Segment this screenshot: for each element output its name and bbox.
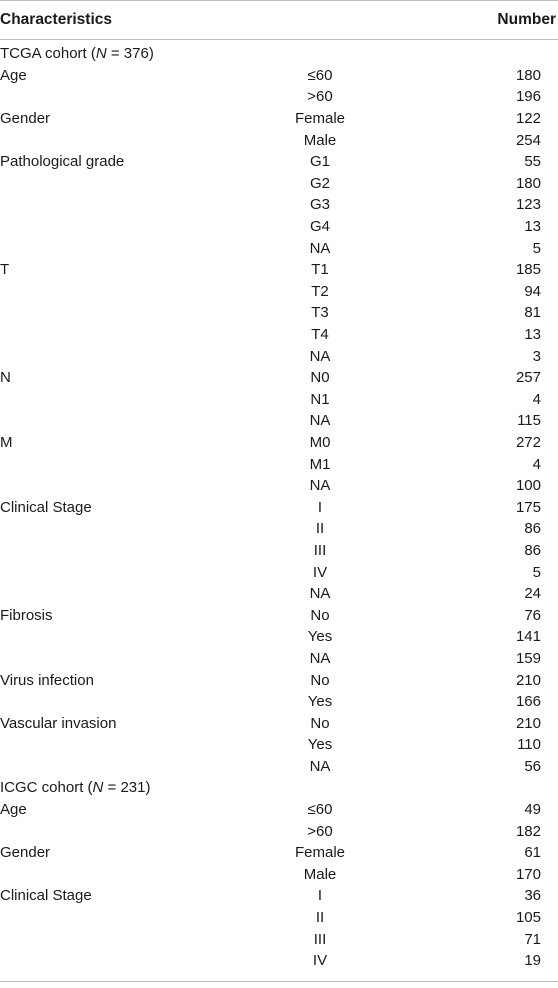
number-cell: 122 [515,110,541,128]
category-cell: IV [312,952,328,970]
table-row [0,648,558,670]
table-row [0,259,558,281]
table-row [0,43,558,65]
category-cell: Male [303,131,337,149]
table-bottom-rule [0,981,558,982]
table-row [0,432,558,454]
characteristic-cell: Gender [0,844,51,862]
category-cell: No [310,606,330,624]
number-cell: 123 [515,196,541,214]
table-row [0,389,558,411]
table-row [0,799,558,821]
table-row [0,86,558,108]
category-cell: T3 [311,304,329,322]
table-row [0,237,558,259]
characteristic-cell: N [0,369,11,387]
number-cell: 210 [515,671,541,689]
number-cell: 210 [515,714,541,732]
category-cell: T1 [311,261,329,279]
number-cell: 19 [524,952,541,970]
table-row [0,885,558,907]
number-cell: 166 [515,693,541,711]
category-cell: NA [309,585,331,603]
characteristic-cell: Pathological grade [0,153,125,171]
table-header-row [0,1,558,40]
number-cell: 159 [515,649,541,667]
category-cell: I [317,887,323,905]
category-cell: T2 [311,282,329,300]
category-cell: NA [309,477,331,495]
table-row [0,583,558,605]
table-row [0,864,558,886]
table-row [0,734,558,756]
number-cell: 182 [515,822,541,840]
number-cell: 141 [515,628,541,646]
category-cell: T4 [311,326,329,344]
category-cell: G1 [309,153,330,171]
number-cell: 4 [532,390,541,408]
characteristic-cell: Vascular invasion [0,714,117,732]
characteristic-cell: Fibrosis [0,606,53,624]
category-cell: Male [303,865,337,883]
category-cell: III [313,541,327,559]
number-cell: 105 [515,909,541,927]
number-cell: 185 [515,261,541,279]
category-cell: No [310,714,330,732]
table-row [0,108,558,130]
category-cell: Female [294,844,346,862]
category-cell: M1 [309,455,331,473]
characteristic-cell: Clinical Stage [0,887,92,905]
table-row [0,604,558,626]
table-row [0,540,558,562]
table-row [0,302,558,324]
category-cell: NA [309,649,331,667]
category-cell: I [317,498,323,516]
category-cell: ≤60 [307,801,333,819]
category-cell: II [315,520,325,538]
number-cell: 180 [515,66,541,84]
category-cell: G3 [309,196,330,214]
category-cell: >60 [307,88,333,106]
number-cell: 115 [517,412,541,430]
category-cell: II [315,909,325,927]
table-row [0,65,558,87]
number-cell: 49 [524,801,541,819]
characteristic-cell: Gender [0,110,51,128]
number-cell: 5 [532,563,541,581]
category-cell: Female [294,110,346,128]
category-cell: NA [309,347,331,365]
number-cell: 100 [515,477,541,495]
header-number: Number [497,11,556,28]
table-row [0,669,558,691]
category-cell: N0 [310,369,330,387]
table-row [0,928,558,950]
table-row [0,367,558,389]
table-row [0,475,558,497]
number-cell: 4 [532,455,541,473]
number-cell: 56 [524,757,541,775]
category-cell: >60 [307,822,333,840]
number-cell: 86 [524,520,541,538]
table-row [0,194,558,216]
table-row [0,518,558,540]
number-cell: 257 [515,369,541,387]
table-row [0,281,558,303]
number-cell: 61 [524,844,541,862]
table-row [0,173,558,195]
table-row [0,907,558,929]
table-row [0,324,558,346]
characteristic-cell: ICGC cohort (N = 231) [0,779,151,797]
category-cell: Yes [307,628,333,646]
number-cell: 36 [524,887,541,905]
table-row [0,129,558,151]
table-row [0,561,558,583]
category-cell: Yes [307,693,333,711]
characteristic-cell: TCGA cohort (N = 376) [0,45,154,63]
category-cell: III [313,930,327,948]
characteristic-cell: Age [0,66,27,84]
category-cell: G4 [309,218,330,236]
number-cell: 5 [532,239,541,257]
characteristic-cell: Virus infection [0,671,94,689]
table-body [0,40,558,972]
table-row [0,151,558,173]
number-cell: 94 [524,282,541,300]
table-row [0,453,558,475]
number-cell: 254 [515,131,541,149]
number-cell: 81 [524,304,541,322]
table-row [0,756,558,778]
number-cell: 86 [524,541,541,559]
table-row [0,820,558,842]
table-row [0,777,558,799]
table-row [0,410,558,432]
header-characteristics: Characteristics [0,11,113,28]
characteristic-cell: Age [0,801,27,819]
number-cell: 110 [517,736,541,754]
number-cell: 13 [524,326,541,344]
table-row [0,712,558,734]
table-row [0,496,558,518]
number-cell: 170 [515,865,541,883]
characteristic-cell: T [0,261,10,279]
table-row [0,950,558,972]
number-cell: 3 [532,347,541,365]
table-row [0,216,558,238]
number-cell: 175 [515,498,541,516]
table-row [0,842,558,864]
category-cell: G2 [309,174,330,192]
number-cell: 180 [515,174,541,192]
number-cell: 24 [524,585,541,603]
number-cell: 55 [524,153,541,171]
characteristic-cell: M [0,433,13,451]
category-cell: Yes [307,736,333,754]
number-cell: 272 [515,433,541,451]
category-cell: M0 [309,433,331,451]
table-row [0,345,558,367]
category-cell: NA [309,757,331,775]
category-cell: NA [309,412,331,430]
category-cell: IV [312,563,328,581]
table-row [0,626,558,648]
characteristic-cell: Clinical Stage [0,498,92,516]
category-cell: N1 [310,390,330,408]
category-cell: No [310,671,330,689]
number-cell: 76 [524,606,541,624]
category-cell: NA [309,239,331,257]
category-cell: ≤60 [307,66,333,84]
number-cell: 13 [524,218,541,236]
number-cell: 71 [524,930,541,948]
table-row [0,691,558,713]
number-cell: 196 [515,88,541,106]
